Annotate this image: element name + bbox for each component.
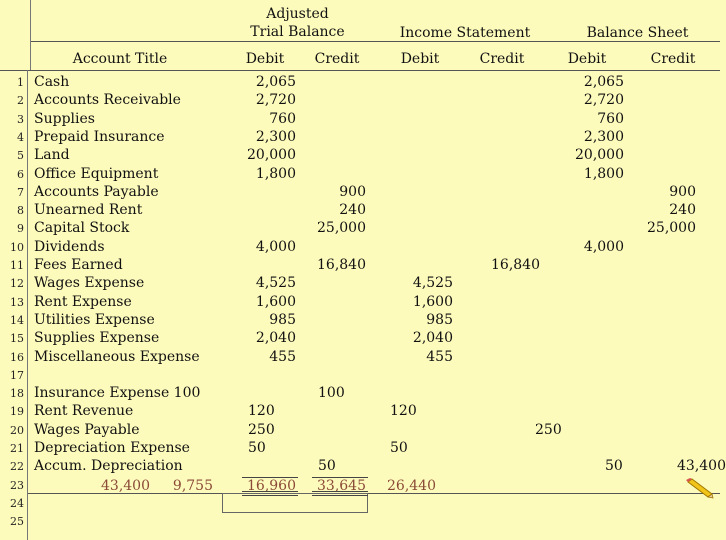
row-24-box: [222, 493, 368, 513]
row-number: 18: [10, 387, 24, 401]
is-debit-cell: 455: [426, 348, 453, 365]
bs-credit-header: Credit: [650, 51, 696, 67]
account-title-cell: Wages Expense: [34, 275, 145, 292]
atb-credit-total-underline: [312, 477, 368, 478]
bs-debit-cell: 1,800: [583, 165, 624, 182]
bs-debit-cell: 2,300: [583, 128, 624, 145]
is-debit-cell: 120: [390, 403, 417, 420]
atb-debit-cell: 2,720: [255, 92, 296, 109]
income-statement-header: Income Statement: [399, 25, 531, 41]
atb-debit-cell: 4,000: [255, 238, 296, 255]
row-number: 14: [10, 313, 24, 327]
bs-credit-cell: 43,400: [677, 458, 726, 475]
is-credit-cell: 250: [535, 421, 562, 438]
is-debit-cell: 50: [390, 440, 408, 456]
atb-debit-cell: 2,065: [255, 74, 296, 90]
atb-debit-cell: 455: [269, 348, 296, 365]
row-number: 25: [10, 515, 24, 529]
row-number: 24: [10, 496, 24, 510]
row23-amount-b: 9,755: [172, 478, 213, 494]
row-number: 4: [17, 130, 24, 144]
header-divider: [30, 41, 720, 42]
account-title-cell: Land: [34, 147, 70, 164]
account-title-cell: Capital Stock: [34, 220, 130, 237]
atb-credit-total-double-underline: [312, 491, 368, 496]
atb-credit-cell: 100: [318, 385, 345, 402]
atb-debit-cell: 1,800: [255, 165, 296, 182]
account-title-cell: Utilities Expense: [34, 311, 155, 328]
is-debit-total: 26,440: [387, 478, 436, 494]
account-title-cell: Supplies: [34, 110, 95, 127]
bs-debit-cell: 50: [605, 458, 623, 475]
account-title-cell: Supplies Expense: [34, 330, 160, 347]
account-title-cell: Fees Earned: [34, 257, 123, 273]
row-number: 13: [10, 295, 24, 309]
row-number: 3: [17, 112, 24, 126]
atb-credit-cell: 25,000: [317, 220, 366, 237]
account-title-cell: Depreciation Expense: [34, 440, 190, 456]
row-number: 16: [10, 350, 24, 364]
account-title-header: Account Title: [72, 51, 168, 67]
row-number: 17: [10, 368, 24, 382]
atb-debit-cell: 120: [248, 403, 275, 420]
atb-debit-cell: 985: [269, 311, 296, 328]
atb-credit-cell: 240: [339, 202, 366, 219]
bs-credit-cell: 900: [669, 183, 696, 200]
bs-debit-cell: 4,000: [583, 238, 624, 255]
row-number: 6: [17, 167, 24, 181]
row-number: 5: [17, 149, 24, 163]
row-number: 22: [10, 460, 24, 474]
atb-credit-total: 33,645: [317, 478, 366, 494]
title-underline: [0, 70, 720, 71]
bs-credit-cell: 240: [669, 202, 696, 219]
atb-debit-cell: 760: [269, 110, 296, 127]
account-title-cell: Office Equipment: [34, 165, 159, 182]
row-number: 8: [17, 204, 24, 218]
row-number-border: [27, 70, 28, 540]
row-number: 2: [17, 94, 24, 108]
account-title-cell: Dividends: [34, 238, 105, 255]
atb-credit-cell: 16,840: [317, 257, 366, 273]
is-debit-cell: 985: [426, 311, 453, 328]
is-debit-header: Debit: [400, 51, 440, 67]
row-number: 12: [10, 277, 24, 291]
atb-header-line1: Adjusted: [266, 6, 329, 22]
account-title-cell: Unearned Rent: [34, 202, 143, 219]
row23-amount-a: 43,400: [101, 478, 150, 494]
is-debit-cell: 1,600: [412, 293, 453, 310]
account-title-cell: Accounts Payable: [34, 183, 159, 200]
atb-debit-cell: 250: [248, 421, 275, 438]
is-debit-cell: 2,040: [412, 330, 453, 347]
atb-header-line2: Trial Balance: [250, 24, 345, 40]
row-number: 20: [10, 423, 24, 437]
balance-sheet-header: Balance Sheet: [586, 25, 689, 41]
row-number: 9: [17, 222, 24, 236]
atb-debit-header: Debit: [245, 51, 285, 67]
bs-credit-cell: 25,000: [647, 220, 696, 237]
bs-debit-cell: 2,065: [583, 74, 624, 90]
atb-debit-cell: 20,000: [247, 147, 296, 164]
bs-debit-cell: 2,720: [583, 92, 624, 109]
is-debit-cell: 4,525: [412, 275, 453, 292]
atb-debit-total-underline: [242, 477, 298, 478]
atb-debit-cell: 2,300: [255, 128, 296, 145]
is-credit-cell: 16,840: [491, 257, 540, 273]
is-credit-header: Credit: [479, 51, 525, 67]
row-number: 10: [10, 240, 24, 254]
bs-debit-cell: 760: [597, 110, 624, 127]
atb-debit-cell: 4,525: [255, 275, 296, 292]
row-number: 1: [17, 76, 24, 89]
atb-debit-cell: 1,600: [255, 293, 296, 310]
account-title-cell: Cash: [34, 74, 70, 90]
account-title-cell: Rent Expense: [34, 293, 132, 310]
account-title-cell: Wages Payable: [34, 421, 140, 438]
account-title-cell: Accum. Depreciation: [34, 458, 183, 475]
row-number: 23: [10, 478, 24, 492]
atb-debit-cell: 50: [248, 440, 266, 456]
row-number: 7: [17, 185, 24, 199]
bs-debit-cell: 20,000: [575, 147, 624, 164]
account-title-cell: Rent Revenue: [34, 403, 134, 420]
account-title-cell: Prepaid Insurance: [34, 128, 165, 145]
atb-debit-cell: 2,040: [255, 330, 296, 347]
atb-debit-total: 16,960: [247, 478, 296, 494]
account-title-cell: Insurance Expense 100: [34, 385, 201, 402]
row-number: 19: [10, 405, 24, 419]
bs-debit-header: Debit: [567, 51, 607, 67]
atb-credit-cell: 900: [339, 183, 366, 200]
row-number: 15: [10, 332, 24, 346]
account-title-cell: Miscellaneous Expense: [34, 348, 200, 365]
row-number: 11: [10, 259, 24, 272]
row-number: 21: [10, 442, 24, 455]
account-title-cell: Accounts Receivable: [34, 92, 181, 109]
atb-debit-total-double-underline: [242, 491, 298, 496]
atb-credit-header: Credit: [314, 51, 360, 67]
pencil-icon[interactable]: [686, 478, 714, 498]
atb-credit-cell: 50: [318, 458, 336, 475]
